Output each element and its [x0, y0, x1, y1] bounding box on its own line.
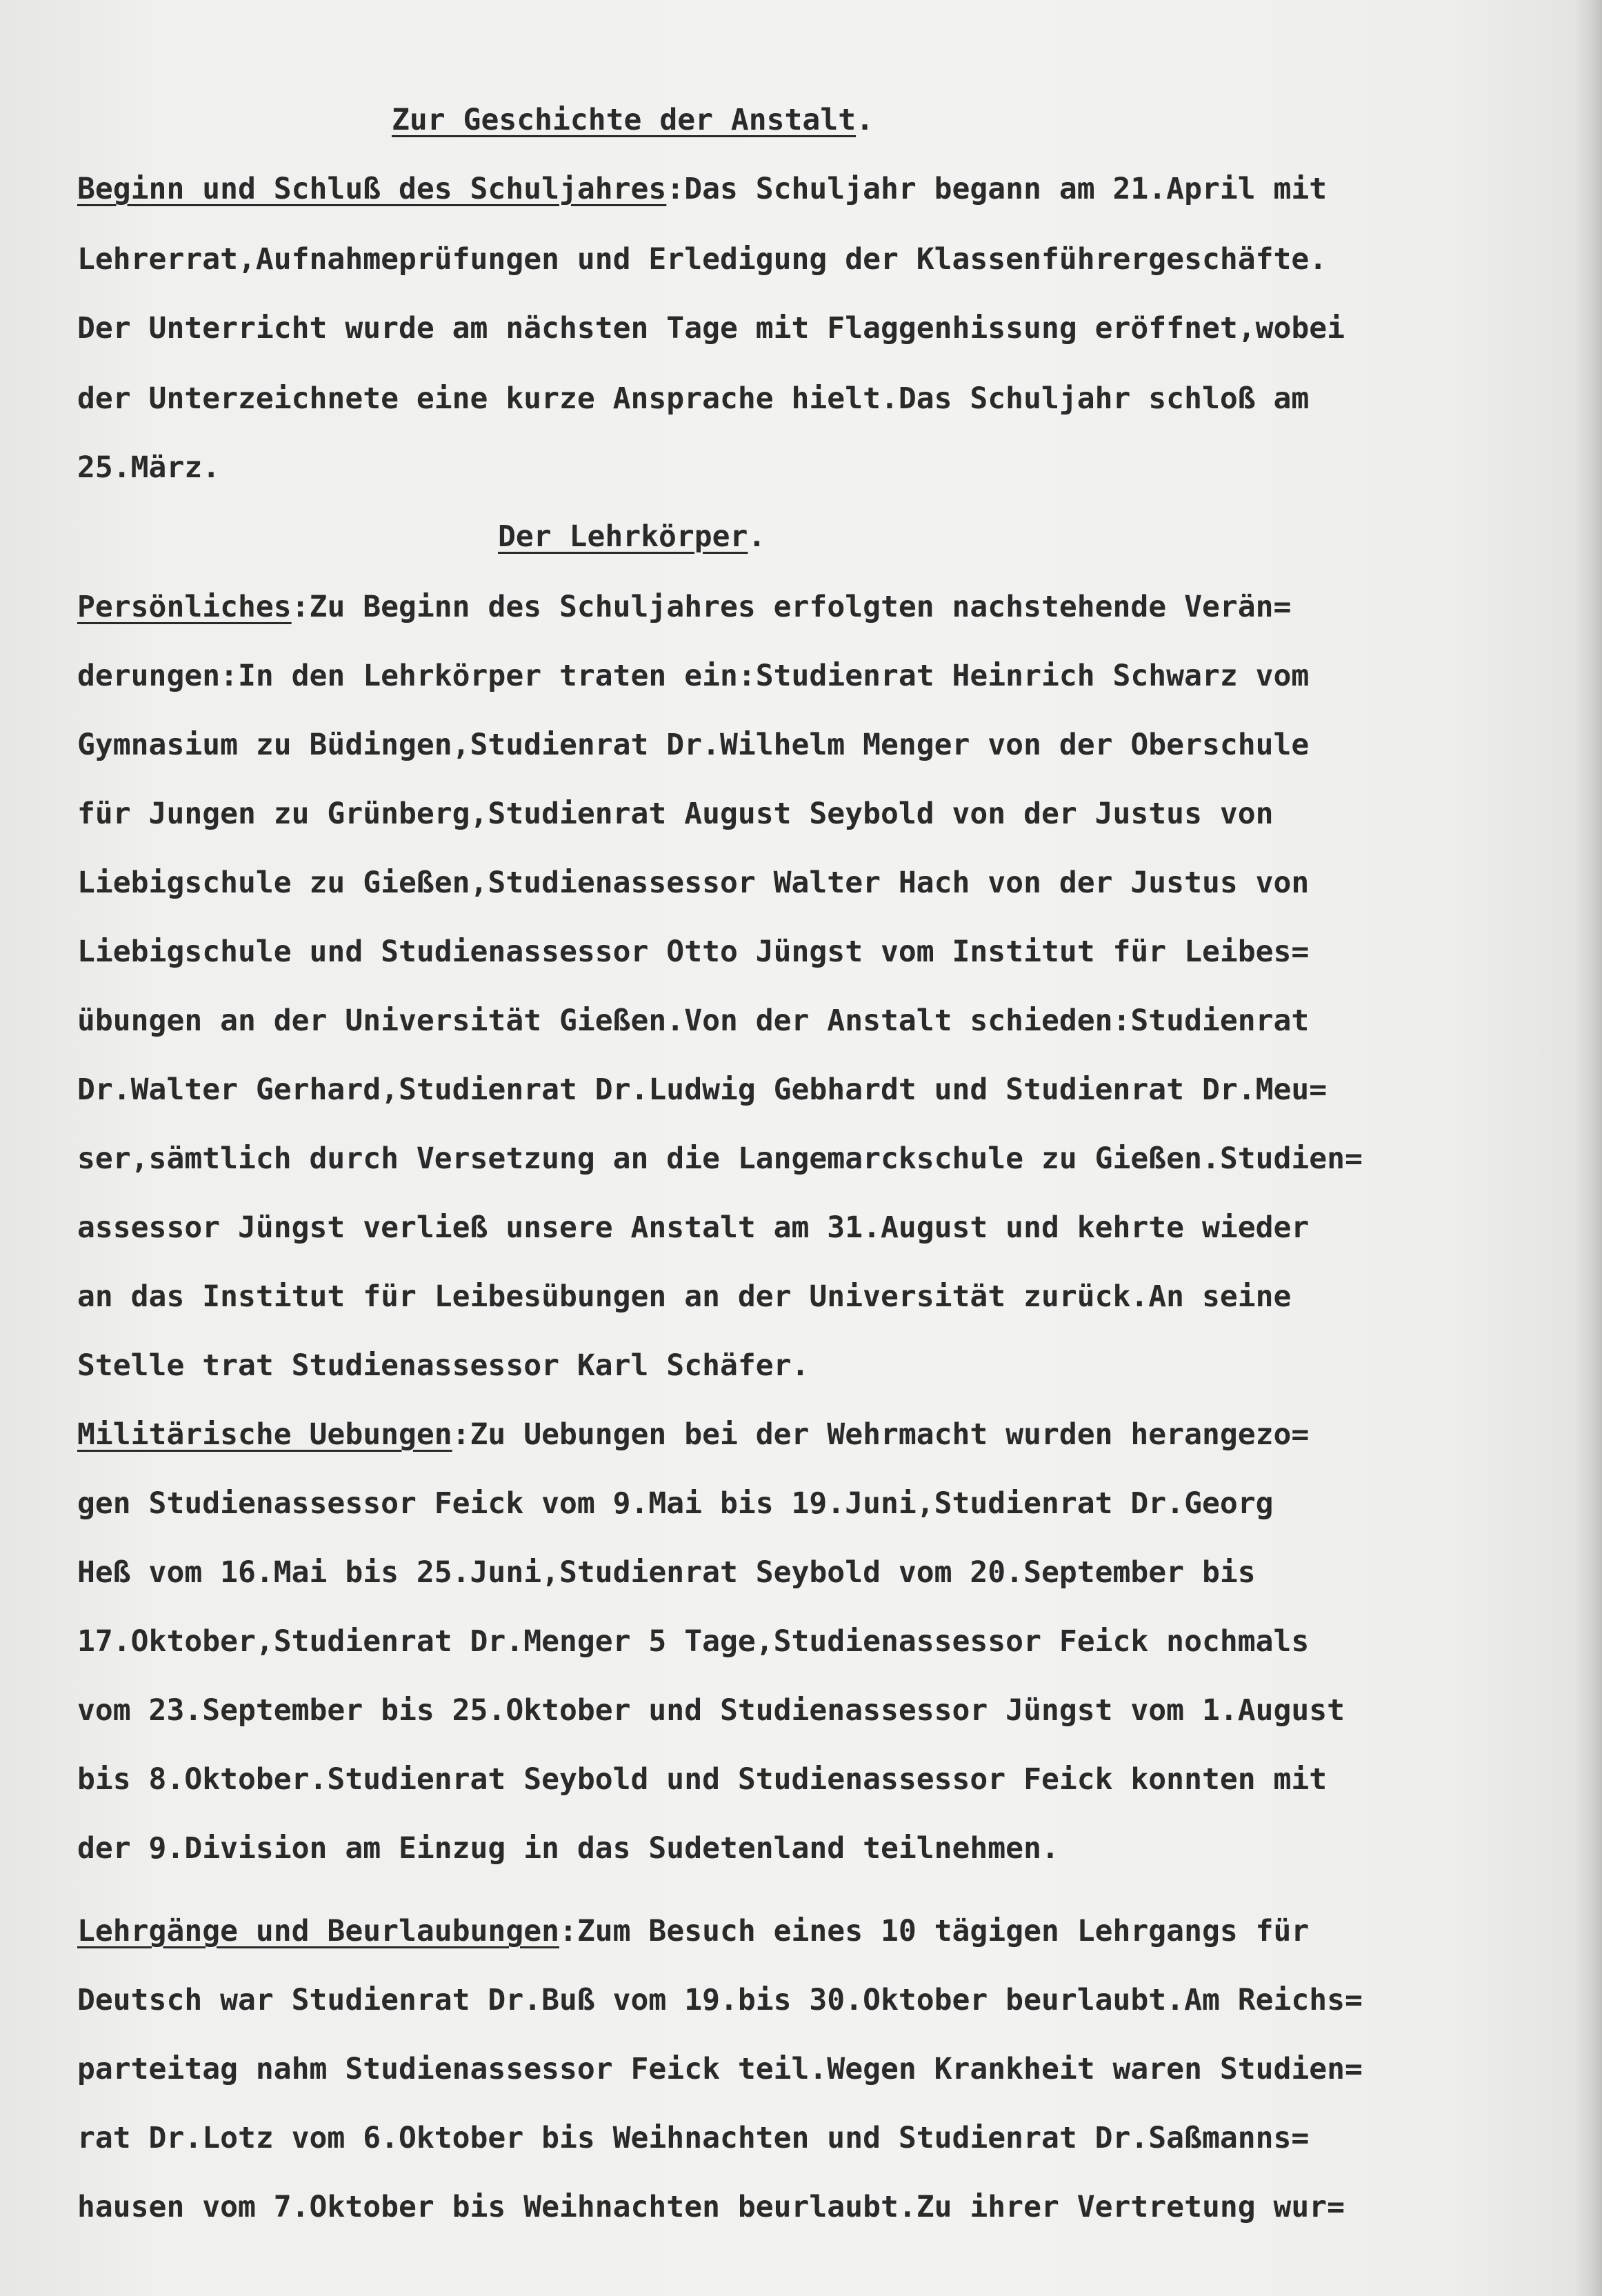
persoenliches-line-2: derungen:In den Lehrkörper traten ein:Studienrat Heinrich Schwarz vom — [77, 659, 1310, 693]
section-heading-lehrkoerper — [498, 519, 765, 555]
militaerisch-line-4: 17.Oktober,Studienrat Dr.Menger 5 Tage,Studienassessor Feick nochmals — [77, 1624, 1310, 1659]
persoenliches-line-5: Liebigschule zu Gießen,Studienassessor Walter Hach von der Justus von — [77, 866, 1310, 900]
section-label-schuljahr: Beginn und Schluß des Schuljahres — [77, 172, 667, 206]
lehrgaenge-line-2: Deutsch war Studienrat Dr.Buß vom 19.bis 30.Oktober beurlaubt.Am Reichs= — [77, 1983, 1363, 2017]
section-label-militaerisch: Militärische Uebungen — [77, 1417, 452, 1452]
militaerisch-text: :Zu Uebungen bei der Wehrmacht wurden herangezo= — [452, 1417, 1310, 1452]
page-title — [392, 102, 874, 138]
persoenliches-text: :Zu Beginn des Schuljahres erfolgten nachstehende Verän= — [291, 590, 1292, 624]
page-title-period: . — [856, 103, 874, 137]
persoenliches-line-3: Gymnasium zu Büdingen,Studienrat Dr.Wilhelm Menger von der Oberschule — [77, 728, 1310, 762]
persoenliches-line-4: für Jungen zu Grünberg,Studienrat August Seybold von der Justus von — [77, 797, 1274, 831]
lehrgaenge-line-3: parteitag nahm Studienassessor Feick teil.Wegen Krankheit waren Studien= — [77, 2052, 1363, 2086]
persoenliches-line-7: übungen an der Universität Gießen.Von der Anstalt schieden:Studienrat — [77, 1004, 1310, 1038]
militaerisch-line-2: gen Studienassessor Feick vom 9.Mai bis 19.Juni,Studienrat Dr.Georg — [77, 1486, 1274, 1521]
schuljahr-line-5: 25.März. — [77, 450, 221, 485]
persoenliches-line-11: an das Institut für Leibesübungen an der Universität zurück.An seine — [77, 1279, 1292, 1314]
militaerisch-line-6: bis 8.Oktober.Studienrat Seybold und Studienassessor Feick konnten mit — [77, 1762, 1328, 1797]
persoenliches-line-12: Stelle trat Studienassessor Karl Schäfer. — [77, 1348, 810, 1383]
page-title-text: Zur Geschichte der Anstalt — [392, 103, 857, 137]
section-heading-lehrkoerper-text: Der Lehrkörper — [498, 519, 748, 554]
schuljahr-line-4: der Unterzeichnete eine kurze Ansprache hielt.Das Schuljahr schloß am — [77, 381, 1310, 416]
persoenliches-line-9: ser,sämtlich durch Versetzung an die Langemarckschule zu Gießen.Studien= — [77, 1141, 1363, 1176]
schuljahr-line-1 — [77, 171, 1327, 207]
militaerisch-line-3: Heß vom 16.Mai bis 25.Juni,Studienrat Seybold vom 20.September bis — [77, 1555, 1256, 1590]
persoenliches-line-1 — [77, 589, 1291, 625]
section-heading-lehrkoerper-period: . — [748, 519, 766, 554]
militaerisch-line-1 — [77, 1417, 1309, 1453]
lehrgaenge-line-5: hausen vom 7.Oktober bis Weihnachten beurlaubt.Zu ihrer Vertretung wur= — [77, 2190, 1345, 2224]
schuljahr-text: :Das Schuljahr begann am 21.April mit — [666, 172, 1328, 206]
section-label-lehrgaenge: Lehrgänge und Beurlaubungen — [77, 1914, 559, 1948]
militaerisch-line-5: vom 23.September bis 25.Oktober und Studienassessor Jüngst vom 1.August — [77, 1693, 1345, 1728]
persoenliches-line-8: Dr.Walter Gerhard,Studienrat Dr.Ludwig Gebhardt und Studienrat Dr.Meu= — [77, 1072, 1328, 1107]
lehrgaenge-text: :Zum Besuch eines 10 tägigen Lehrgangs für — [559, 1914, 1310, 1948]
persoenliches-line-6: Liebigschule und Studienassessor Otto Jüngst vom Institut für Leibes= — [77, 935, 1310, 969]
militaerisch-line-7: der 9.Division am Einzug in das Sudetenland teilnehmen. — [77, 1831, 1059, 1866]
lehrgaenge-line-1 — [77, 1913, 1309, 1949]
schuljahr-line-2: Lehrerrat,Aufnahmeprüfungen und Erledigung der Klassenführergeschäfte. — [77, 242, 1328, 277]
persoenliches-line-10: assessor Jüngst verließ unsere Anstalt am 31.August und kehrte wieder — [77, 1210, 1310, 1245]
lehrgaenge-line-4: rat Dr.Lotz vom 6.Oktober bis Weihnachten und Studienrat Dr.Saßmanns= — [77, 2121, 1310, 2155]
schuljahr-line-3: Der Unterricht wurde am nächsten Tage mit Flaggenhissung eröffnet,wobei — [77, 311, 1345, 346]
section-label-persoenliches: Persönliches — [77, 590, 292, 624]
binding-shadow — [1574, 0, 1602, 2296]
